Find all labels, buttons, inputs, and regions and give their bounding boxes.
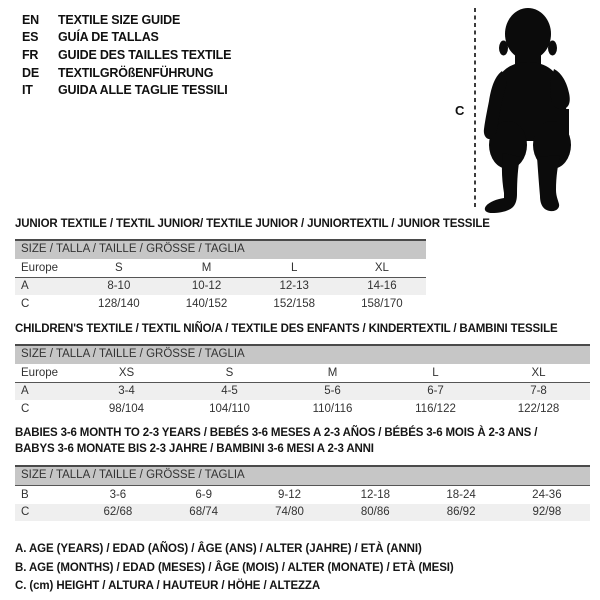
table-cell: 68/74	[189, 506, 219, 519]
baby-silhouette-icon	[482, 5, 578, 213]
table-cell: 116/122	[415, 402, 456, 415]
language-label: GUIDE DES TAILLES TEXTILE	[58, 47, 232, 62]
language-row	[22, 81, 231, 99]
table-cell: 24-36	[532, 488, 562, 501]
row-label: B	[21, 488, 29, 501]
table-row	[15, 295, 426, 313]
table-cell: XS	[118, 366, 135, 379]
table-cell: 10-12	[191, 280, 222, 293]
row-label: Europe	[21, 366, 59, 379]
table-cell: 104/110	[209, 402, 250, 415]
size-header-band: SIZE / TALLA / TAILLE / GRÖSSE / TAGLIA	[15, 465, 590, 486]
table-cell: 6-9	[195, 488, 212, 501]
row-label: A	[21, 280, 29, 293]
table-cell: 86/92	[446, 506, 476, 519]
table-cell: 92/98	[532, 506, 562, 519]
row-label: C	[21, 506, 30, 519]
babies-section-title	[15, 425, 537, 457]
footnote-b: B. AGE (MONTHS) / EDAD (MESES) / ÂGE (MOIS) / ALTER (MONATE) / ETÀ (MESI)	[15, 561, 454, 574]
size-header-band: SIZE / TALLA / TAILLE / GRÖSSE / TAGLIA	[15, 344, 590, 364]
height-measure-dashed-line	[474, 8, 476, 207]
language-label: GUÍA DE TALLAS	[58, 30, 159, 45]
table-cell: XL	[374, 261, 389, 274]
row-label: A	[21, 385, 29, 398]
table-cell: 14-16	[367, 280, 397, 293]
row-label: Europe	[21, 261, 59, 274]
language-code: ES	[22, 30, 39, 45]
table-cell: 12-18	[360, 488, 390, 501]
language-row	[22, 64, 231, 82]
table-cell: XL	[531, 366, 546, 379]
table-cell: M	[327, 366, 338, 379]
table-cell: 140/152	[185, 297, 228, 310]
table-cell: S	[225, 366, 234, 379]
table-row	[15, 259, 426, 278]
table-cell: 6-7	[427, 385, 444, 398]
table-cell: L	[432, 366, 439, 379]
table-cell: 12-13	[279, 280, 309, 293]
row-label: C	[21, 402, 30, 415]
table-cell: 152/158	[273, 297, 315, 310]
table-row	[15, 278, 426, 296]
height-measure-label: C	[455, 103, 465, 118]
table-row	[15, 383, 590, 401]
children-section-title: CHILDREN'S TEXTILE / TEXTIL NIÑO/A / TEXTILE DES ENFANTS / KINDERTEXTIL / BAMBINI TESSILE	[15, 323, 558, 335]
table-cell: 3-4	[118, 385, 135, 398]
table-cell: 80/86	[360, 506, 390, 519]
language-label: TEXTILE SIZE GUIDE	[58, 12, 181, 27]
table-row	[15, 504, 590, 522]
table-cell: 62/68	[103, 506, 133, 519]
language-code: IT	[22, 83, 33, 98]
language-row	[22, 11, 231, 29]
language-row	[22, 46, 231, 64]
size-header-band: SIZE / TALLA / TAILLE / GRÖSSE / TAGLIA	[15, 239, 426, 259]
footnotes	[15, 540, 454, 596]
table-cell: 74/80	[275, 506, 304, 519]
table-cell: 18-24	[446, 488, 476, 501]
row-label: C	[21, 297, 30, 310]
junior-size-table	[15, 239, 426, 313]
babies-section-title-line1: BABIES 3-6 MONTH TO 2-3 YEARS / BEBÉS 3-6 MESES A 2-3 AÑOS / BÉBÉS 3-6 MOIS À 2-3 ANS /	[15, 427, 538, 439]
language-label: TEXTILGRÖßENFÜHRUNG	[58, 65, 214, 80]
table-cell: 98/104	[108, 402, 145, 415]
language-code: FR	[22, 47, 39, 62]
children-size-table	[15, 344, 590, 418]
table-cell: S	[115, 261, 123, 274]
table-cell: 158/170	[361, 297, 403, 310]
table-cell: 3-6	[109, 488, 127, 501]
table-cell: 122/128	[517, 402, 560, 415]
table-cell: 7-8	[530, 385, 547, 398]
table-cell: 110/116	[312, 402, 353, 415]
table-cell: 4-5	[221, 385, 238, 398]
table-row	[15, 364, 590, 383]
table-cell: 128/140	[98, 297, 140, 310]
table-cell: 5-6	[324, 385, 341, 398]
footnote-a: A. AGE (YEARS) / EDAD (AÑOS) / ÂGE (ANS) / ALTER (JAHRE) / ETÀ (ANNI)	[15, 543, 422, 555]
table-cell: M	[201, 261, 212, 274]
language-list	[22, 11, 231, 99]
table-cell: 8-10	[107, 280, 131, 293]
babies-size-table	[15, 465, 590, 521]
language-code: EN	[22, 12, 39, 27]
table-row	[15, 400, 590, 418]
babies-section-title-line2: BABYS 3-6 MONATE BIS 2-3 JAHRE / BAMBINI 3-6 MESI A 2-3 ANNI	[15, 443, 374, 455]
language-code: DE	[22, 65, 39, 80]
junior-section-title: JUNIOR TEXTILE / TEXTIL JUNIOR/ TEXTILE JUNIOR / JUNIORTEXTIL / JUNIOR TESSILE	[15, 218, 490, 230]
language-label: GUIDA ALLE TAGLIE TESSILI	[58, 83, 228, 98]
footnote-c: C. (cm) HEIGHT / ALTURA / HAUTEUR / HÖHE / ALTEZZA	[15, 580, 321, 593]
table-row	[15, 486, 590, 504]
language-row	[22, 29, 231, 47]
table-cell: L	[291, 261, 298, 274]
table-cell: 9-12	[277, 488, 301, 501]
